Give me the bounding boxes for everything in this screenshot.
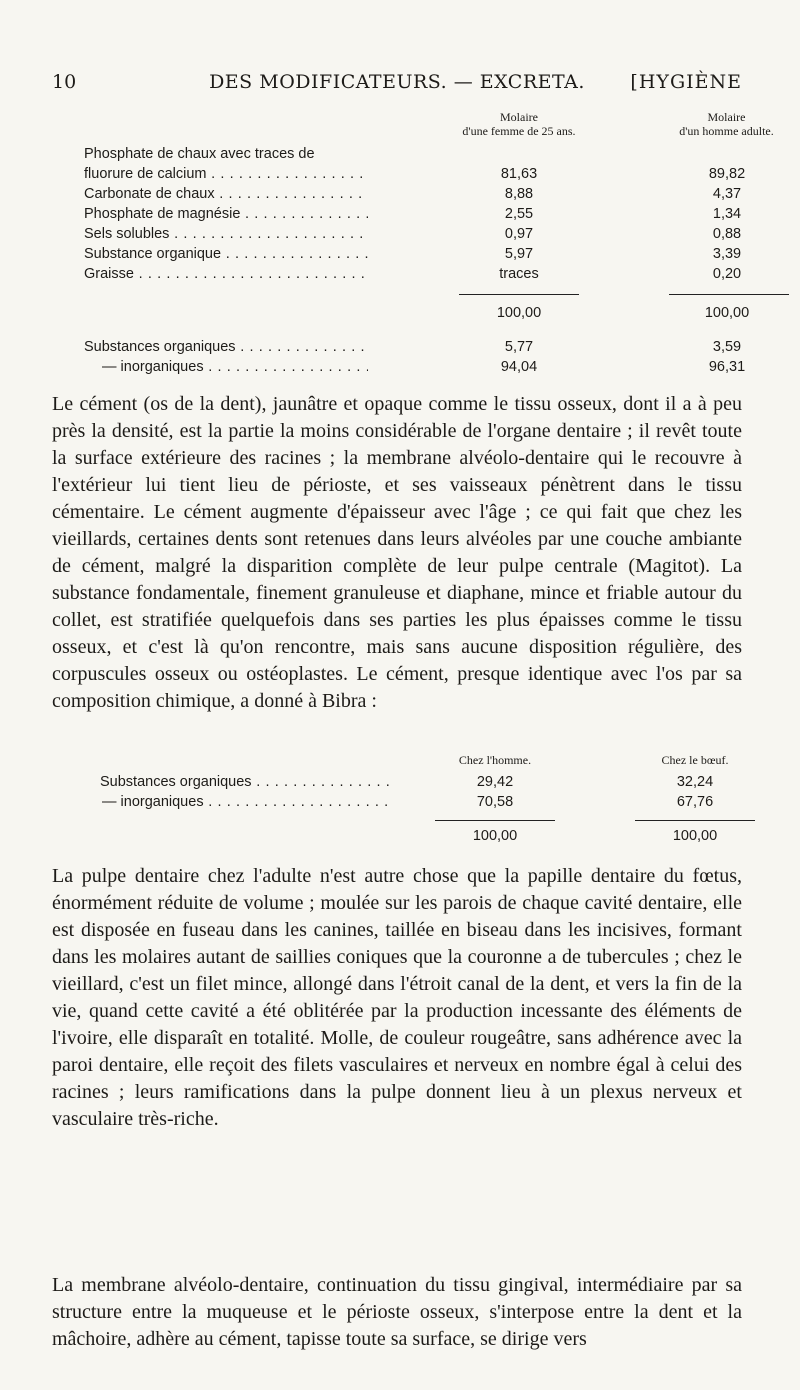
running-header bbox=[52, 71, 742, 97]
sum-rule bbox=[435, 820, 555, 821]
paragraph-cement: Le cément (os de la dent), jaunâtre et opaque comme le tissu osseux, dont il a à peu près la densité, est la partie la moins considérable de l'organe dentaire ; il revêt toute la surface extérieure des racines ; la membrane alvéolo-dentaire qui le recouvre à l'extérieur lui tient lieu de périoste, et ses vaisseaux pénètrent dans le tissu cémentaire. Le cément augmente d'épaisseur avec l'âge ; ce qui fait que chez les vieillards, certaines dents sont retenues dans leurs alvéoles par une couche ambiante de cément, malgré la disparition complète de leur pulpe centrale (Magitot). La substance fondamentale, finement granuleuse et diaphane, mince et friable autour du collet, est stratifiée quelquefois dans ses parties les plus épaisses comme le tissu osseux, et c'est là qu'on rencontre, mais sans aucune disposition régulière, des corpuscules osseux ou ostéoplastes. Le cément, presque identique avec l'os par sa composition chimique, a donné à Bibra : bbox=[52, 393, 742, 712]
sum-rule bbox=[635, 820, 755, 821]
value-woman: 2,55 bbox=[504, 206, 534, 222]
value-man: 89,82 bbox=[708, 166, 746, 182]
row-label: Phosphate de magnésie . . . bbox=[84, 204, 368, 224]
value-woman: 8,88 bbox=[504, 186, 534, 202]
value-man: 96,31 bbox=[708, 359, 746, 375]
column-head-ox: Chez le bœuf. bbox=[661, 753, 729, 767]
column-head-line: Molaire bbox=[707, 110, 746, 124]
paragraph-membrane: La membrane alvéolo-dentaire, continuation du tissu gingival, intermédiaire par sa structure entre la muqueuse et le périoste osseux, s'interpose entre la dent et la mâchoire, adhère au cément, tapisse toute sa surface, se dirige vers bbox=[52, 1274, 742, 1350]
value-ox: 32,24 bbox=[676, 774, 714, 790]
value-woman: 94,04 bbox=[500, 359, 538, 375]
column-head-line: d'une femme de 25 ans. bbox=[462, 124, 576, 138]
value-man: 3,59 bbox=[712, 339, 742, 355]
total-man: 100,00 bbox=[472, 828, 518, 844]
running-title: DES MODIFICATEURS. — EXCRETA. bbox=[209, 71, 585, 93]
value-man: 70,58 bbox=[476, 794, 514, 810]
column-head-man-molar bbox=[639, 110, 800, 138]
bibra-cement-table bbox=[100, 753, 760, 873]
sum-rule bbox=[669, 294, 789, 295]
section-label: [HYGIÈNE bbox=[630, 71, 742, 93]
row-label: Sels solubles . . . bbox=[84, 224, 368, 244]
value-woman: 81,63 bbox=[500, 166, 538, 182]
row-label: — inorganiques . . . bbox=[102, 792, 392, 812]
value-man: 0,20 bbox=[712, 266, 742, 282]
row-label: — inorganiques . . . bbox=[102, 357, 368, 377]
sum-rule bbox=[459, 294, 579, 295]
total-man: 100,00 bbox=[704, 305, 750, 321]
value-man: 4,37 bbox=[712, 186, 742, 202]
value-man: 0,88 bbox=[712, 226, 742, 242]
column-head-line: Molaire bbox=[500, 110, 538, 124]
column-head-line: d'un homme adulte. bbox=[679, 124, 774, 138]
column-head-man: Chez l'homme. bbox=[458, 753, 532, 767]
row-label: Carbonate de chaux . . . bbox=[84, 184, 368, 204]
row-label: Substances organiques . . . bbox=[84, 337, 368, 357]
value-woman: 5,97 bbox=[504, 246, 534, 262]
row-label: Substances organiques . . . bbox=[100, 772, 392, 792]
total-ox: 100,00 bbox=[672, 828, 718, 844]
row-label: Substance organique . . . bbox=[84, 244, 368, 264]
column-head-woman-molar bbox=[429, 110, 609, 138]
value-woman: traces bbox=[499, 266, 539, 282]
value-man: 3,39 bbox=[712, 246, 742, 262]
row-label: Phosphate de chaux avec traces de bbox=[84, 146, 315, 162]
page-number: 10 bbox=[52, 71, 77, 93]
paragraph-pulp: La pulpe dentaire chez l'adulte n'est autre chose que la papille dentaire du fœtus, énormément réduite de volume ; moulée sur les parois de chaque cavité dentaire, elle est disposée en fuseau dans les canines, taillée en biseau dans les incisives, formant dans les molaires autant de saillies coniques que la couronne a de tubercules ; chez le vieillard, c'est un filet mince, allongé dans l'étroit canal de la dent, et vers la fin de la vie, quand cette cavité a été oblitérée par la production incessante des éléments de l'ivoire, elle disparaît en totalité. Molle, de couleur rougeâtre, sans adhérence avec la paroi dentaire, elle reçoit des filets vasculaires et nerveux en nombre égal à celui des racines ; leurs ramifications dans la pulpe donnent lieu à un plexus nerveux et vasculaire très-riche. bbox=[52, 865, 742, 1130]
molar-composition-table bbox=[84, 110, 774, 375]
row-label: fluorure de calcium . . . bbox=[84, 164, 368, 184]
value-woman: 0,97 bbox=[504, 226, 534, 242]
value-man: 1,34 bbox=[712, 206, 742, 222]
value-ox: 67,76 bbox=[676, 794, 714, 810]
row-label: Graisse . . . bbox=[84, 264, 368, 284]
value-man: 29,42 bbox=[476, 774, 514, 790]
value-woman: 5,77 bbox=[504, 339, 534, 355]
total-woman: 100,00 bbox=[496, 305, 542, 321]
